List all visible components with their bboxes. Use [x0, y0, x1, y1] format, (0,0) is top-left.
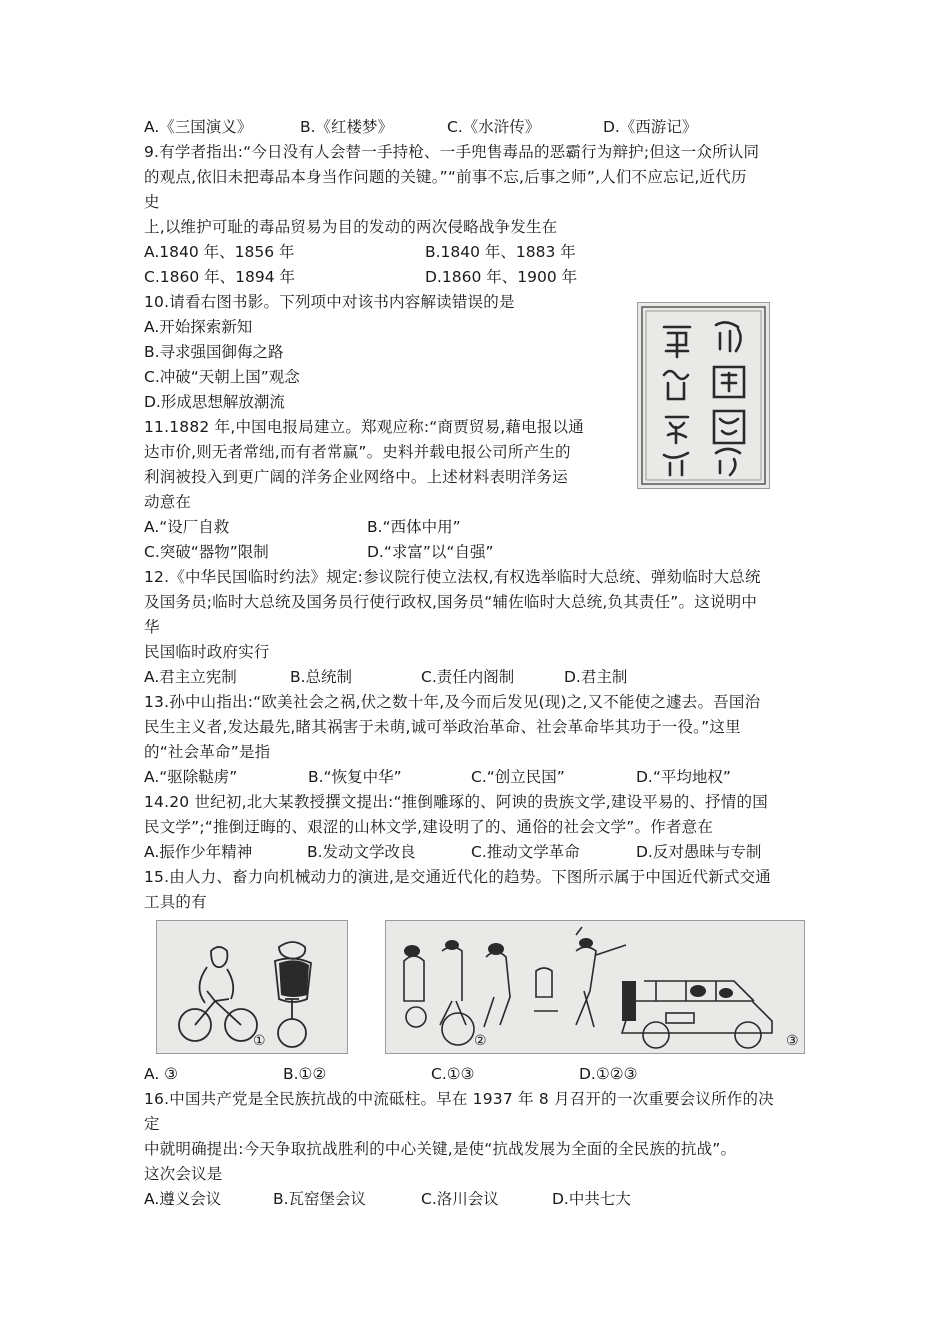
q13-option-a: A.“驱除鞑虏”	[144, 768, 238, 786]
q9-stem-line: 9.有学者指出:“今日没有人会替一手持枪、一手兜售毒品的恶霸行为辩护;但这一众所认同	[144, 143, 760, 161]
bicycle-riders-picture	[156, 920, 348, 1054]
q15-option-a: A. ③	[144, 1065, 179, 1083]
q16-option-c: C.洛川会议	[421, 1190, 499, 1208]
q12-option-b: B.总统制	[290, 668, 353, 686]
q9-option-a: A.1840 年、1856 年	[144, 243, 295, 261]
q15-option-d: D.①②③	[579, 1065, 638, 1083]
q10-option-c: C.冲破“天朝上国”观念	[144, 368, 300, 386]
seal-script-title-graphic	[638, 303, 769, 488]
q15-stem-line: 工具的有	[144, 893, 207, 911]
q12-option-c: C.责任内阁制	[421, 668, 515, 686]
q12-stem-line: 及国务员;临时大总统及国务员行使行政权,国务员“辅佐临时大总统,负其责任”。这说明中	[144, 593, 758, 611]
picture-label-2: ②	[474, 1033, 487, 1049]
q13-stem-line: 的“社会革命”是指	[144, 743, 271, 761]
q13-option-c: C.“创立民国”	[471, 768, 565, 786]
q10-option-d: D.形成思想解放潮流	[144, 393, 285, 411]
q12-stem-line: 12.《中华民国临时约法》规定:参议院行使立法权,有权选举临时大总统、弹劾临时大总统	[144, 568, 761, 586]
q9-stem-line: 的观点,依旧未把毒品本身当作问题的关键。”“前事不忘,后事之师”,人们不应忘记,近代历	[144, 168, 747, 186]
q11-option-b: B.“西体中用”	[367, 518, 461, 536]
q12-stem-line: 民国临时政府实行	[144, 643, 270, 661]
q16-stem-line: 16.中国共产党是全民族抗战的中流砥柱。早在 1937 年 8 月召开的一次重要会议所作的决	[144, 1090, 774, 1108]
picture-label-3: ③	[786, 1033, 799, 1049]
q11-stem-line: 达市价,则无者常绌,而有者常赢”。史料并载电报公司所产生的	[144, 443, 571, 461]
q12-option-a: A.君主立宪制	[144, 668, 237, 686]
q16-option-a: A.遵义会议	[144, 1190, 222, 1208]
q11-option-d: D.“求富”以“自强”	[367, 543, 494, 561]
q9-stem-line: 上,以维护可耻的毒品贸易为目的发动的两次侵略战争发生在	[144, 218, 558, 236]
q9-option-c: C.1860 年、1894 年	[144, 268, 295, 286]
book-cover-image	[637, 302, 770, 489]
street-scene-sketch	[386, 921, 804, 1053]
q8-option-c: C.《水浒传》	[447, 118, 541, 136]
q16-option-d: D.中共七大	[552, 1190, 631, 1208]
q14-option-a: A.振作少年精神	[144, 843, 253, 861]
q8-option-b: B.《红楼梦》	[300, 118, 394, 136]
q9-option-d: D.1860 年、1900 年	[425, 268, 578, 286]
q15-option-b: B.①②	[283, 1065, 327, 1083]
q11-option-c: C.突破“器物”限制	[144, 543, 269, 561]
q13-option-b: B.“恢复中华”	[308, 768, 402, 786]
q8-option-d: D.《西游记》	[603, 118, 698, 136]
q12-option-d: D.君主制	[564, 668, 628, 686]
q14-option-c: C.推动文学革命	[471, 843, 580, 861]
q16-stem-line: 中就明确提出:今天争取抗战胜利的中心关键,是使“抗战发展为全面的全民族的抗战”。	[144, 1140, 737, 1158]
street-transport-picture	[385, 920, 805, 1054]
q11-stem-line: 利润被投入到更广阔的洋务企业网络中。上述材料表明洋务运	[144, 468, 568, 486]
q13-option-d: D.“平均地权”	[636, 768, 731, 786]
picture-label-1: ①	[253, 1033, 266, 1049]
q9-stem-line: 史	[144, 193, 160, 211]
bicycle-sketch	[157, 921, 347, 1053]
q10-option-a: A.开始探索新知	[144, 318, 253, 336]
q11-stem-line: 11.1882 年,中国电报局建立。郑观应称:“商贾贸易,藉电报以通	[144, 418, 584, 436]
q8-option-a: A.《三国演义》	[144, 118, 253, 136]
q11-option-a: A.“设厂自救	[144, 518, 230, 536]
q16-stem-line: 定	[144, 1115, 160, 1133]
q9-option-b: B.1840 年、1883 年	[425, 243, 576, 261]
q13-stem-line: 民生主义者,发达最先,睹其祸害于未萌,诚可举政治革命、社会革命毕其功于一役。”这里	[144, 718, 741, 736]
q10-stem: 10.请看右图书影。下列项中对该书内容解读错误的是	[144, 293, 515, 311]
q14-option-d: D.反对愚昧与专制	[636, 843, 762, 861]
q15-option-c: C.①③	[431, 1065, 475, 1083]
q16-stem-line: 这次会议是	[144, 1165, 223, 1183]
q11-stem-line: 动意在	[144, 493, 192, 511]
q13-stem-line: 13.孙中山指出:“欧美社会之祸,伏之数十年,及今而后发见(现)之,又不能使之遽去。吾国治	[144, 693, 761, 711]
q14-stem-line: 民文学”;“推倒迂晦的、艰涩的山林文学,建设明了的、通俗的社会文学”。作者意在	[144, 818, 714, 836]
q14-option-b: B.发动文学改良	[307, 843, 416, 861]
q16-option-b: B.瓦窑堡会议	[273, 1190, 367, 1208]
q12-stem-line: 华	[144, 618, 160, 636]
q15-stem-line: 15.由人力、畜力向机械动力的演进,是交通近代化的趋势。下图所示属于中国近代新式交通	[144, 868, 771, 886]
q14-stem-line: 14.20 世纪初,北大某教授撰文提出:“推倒雕琢的、阿谀的贵族文学,建设平易的、抒情的国	[144, 793, 768, 811]
q10-option-b: B.寻求强国御侮之路	[144, 343, 284, 361]
